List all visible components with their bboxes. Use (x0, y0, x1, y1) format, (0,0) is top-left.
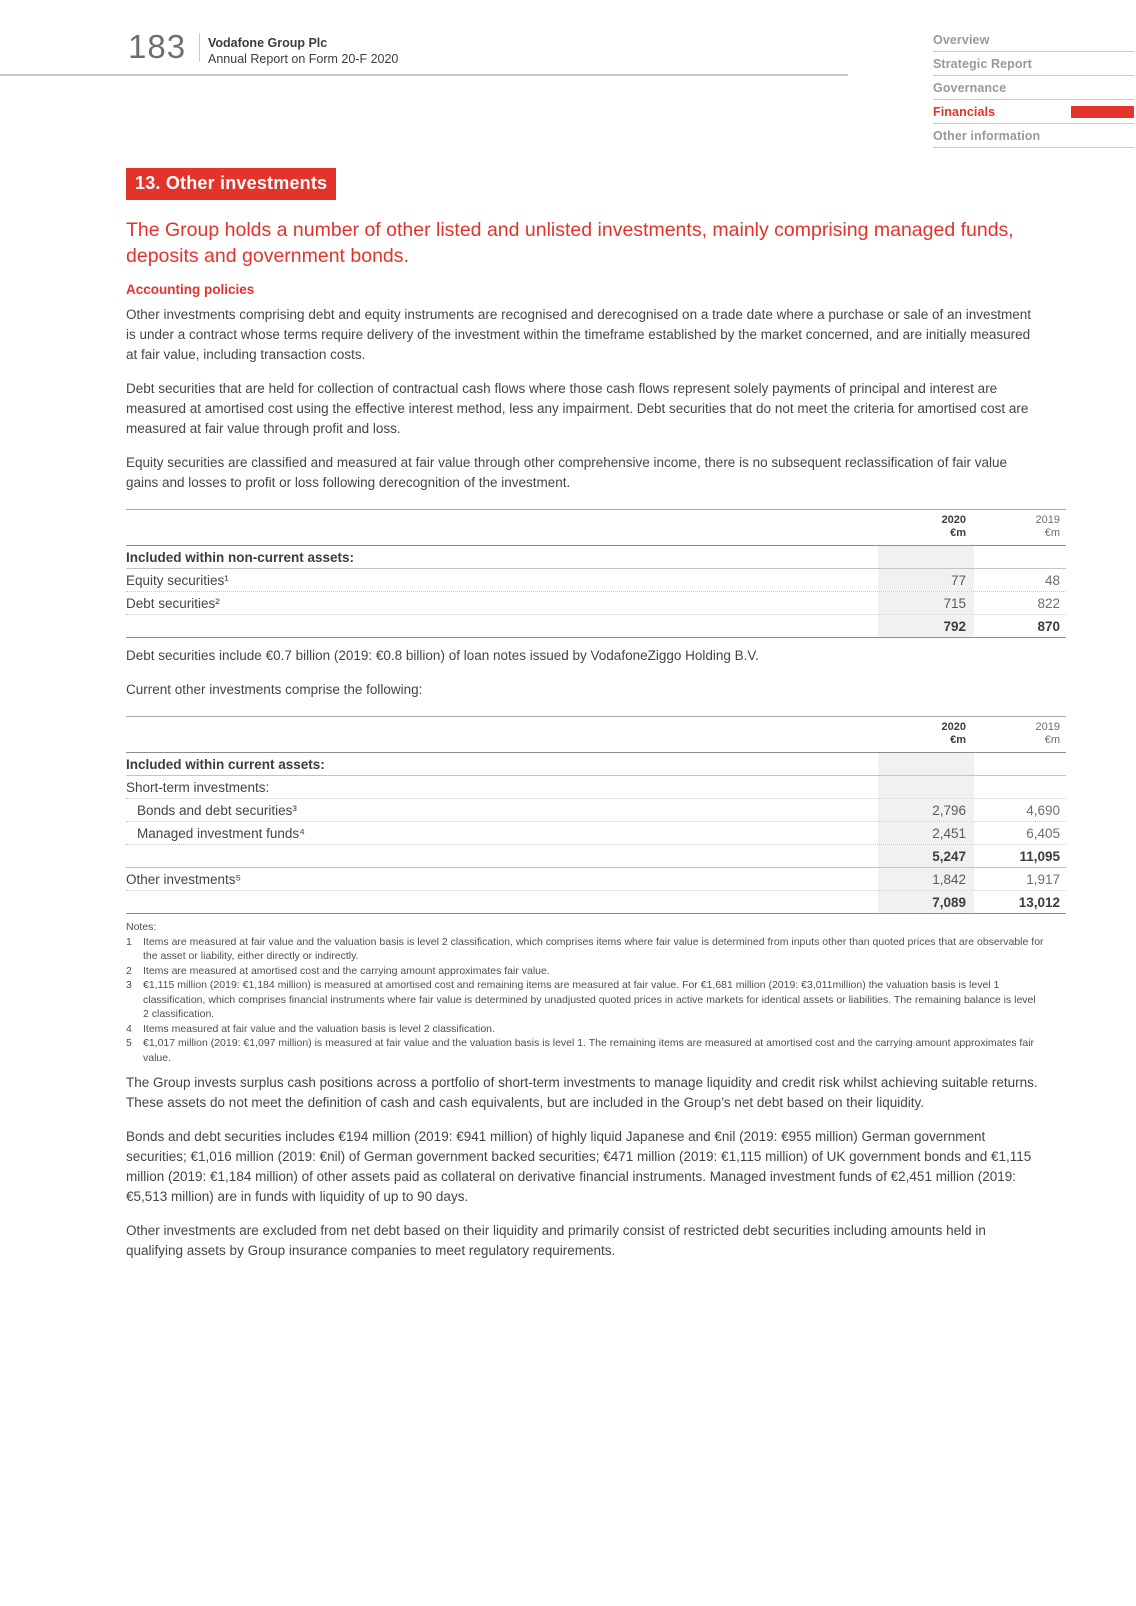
footnote: 1 Items are measured at fair value and the valuation basis is level 2 classification, which comprises items where fair value is determined from inputs other than quoted prices that are observable for the asset or liability, either directly or indirectly. (126, 935, 1044, 962)
report-title: Annual Report on Form 20-F 2020 (208, 52, 399, 66)
table-row: Short-term investments: (126, 776, 1066, 799)
closing-paragraph: Bonds and debt securities includes €194 million (2019: €941 million) of highly liquid Japanese and €nil (2019: €955 million) German government securities; €1,016 million (2019: €nil) of German government backed securities; €471 million (2019: €1,115 million) of UK government bonds and €1,115 million (2019: €1,184 million) of other assets paid as collateral on derivative financial instruments. Managed investment funds of €2,451 million (2019: €5,513 million) are in funds with liquidity of up to 90 days. (126, 1129, 1032, 1204)
table-row: Equity securities¹ 77 48 (126, 569, 1066, 592)
table-row: Debt securities² 715 822 (126, 592, 1066, 615)
table-row: Managed investment funds⁴ 2,451 6,405 (126, 822, 1066, 845)
nav-label: Other information (933, 128, 1041, 143)
table-total-row: 7,089 13,012 (126, 891, 1066, 914)
column-header-2019: 2019 €m (1035, 721, 1060, 746)
nav-item-overview[interactable] (933, 28, 1134, 52)
financials-active-bar (1071, 106, 1134, 118)
footnotes-title: Notes: (126, 921, 157, 933)
column-header-2020: 2020 €m (941, 514, 966, 539)
table-row: Included within current assets: (126, 753, 1066, 776)
nav-label: Financials (933, 104, 996, 119)
current-investments-lead: Current other investments comprise the following: (126, 682, 423, 697)
nav-item-financials[interactable] (933, 100, 1134, 124)
non-current-investments-table (126, 509, 1066, 638)
table-row: Other investments⁵ 1,842 1,917 (126, 868, 1066, 891)
footnote: 2 Items are measured at amortised cost and the carrying amount approximates fair value. (126, 964, 550, 977)
current-investments-table (126, 716, 1066, 914)
main-content (126, 168, 1066, 1261)
header-rule (0, 74, 848, 76)
page-number: 183 (128, 28, 187, 65)
report-identity (208, 35, 398, 67)
header-divider (199, 33, 200, 62)
nav-item-strategic-report[interactable] (933, 52, 1134, 76)
table-row: Bonds and debt securities³ 2,796 4,690 (126, 799, 1066, 822)
nav-label: Strategic Report (933, 56, 1032, 71)
nav-item-governance[interactable] (933, 76, 1134, 100)
table-header (126, 717, 1066, 753)
policy-paragraph: Other investments comprising debt and equity instruments are recognised and derecognised on a trade date where a purchase or sale of an investment is under a contract whose terms require delivery of the investment within the timeframe established by the market concerned, and are initially measured at fair value, including transaction costs. (126, 307, 1032, 362)
policy-paragraph: Debt securities that are held for collection of contractual cash flows where those cash flows represent solely payments of principal and interest are measured at amortised cost using the effective interest method, less any impairment. Debt securities that do not meet the criteria for amortised cost are measured at fair value through profit and loss. (126, 381, 1029, 436)
section-intro: The Group holds a number of other listed and unlisted investments, mainly comprising managed funds, deposits and government bonds. (126, 219, 1014, 267)
table-header (126, 510, 1066, 546)
column-header-2020: 2020 €m (941, 721, 966, 746)
company-name: Vodafone Group Plc (208, 36, 328, 50)
section-nav (933, 28, 1134, 148)
table-row: Included within non-current assets: (126, 546, 1066, 569)
closing-paragraph: Other investments are excluded from net debt based on their liquidity and primarily consist of restricted debt securities including amounts held in qualifying assets by Group insurance companies to meet regulatory requirements. (126, 1223, 986, 1258)
nav-label: Governance (933, 80, 1007, 95)
debt-securities-note: Debt securities include €0.7 billion (2019: €0.8 billion) of loan notes issued by VodafoneZiggo Holding B.V. (126, 648, 759, 663)
footnotes (126, 920, 1044, 1065)
footnote: 3 €1,115 million (2019: €1,184 million) is measured at amortised cost and remaining items are measured at fair value. For €1,681 million (2019: €3,011million) the valuation basis is level 1 classification, which comprises financial instruments where fair value is determined by unadjusted quoted prices in active markets for identical assets or liabilities. The remaining balance is level 2 classification. (126, 979, 1036, 1020)
table-total-row: 792 870 (126, 615, 1066, 638)
accounting-policies-heading: Accounting policies (126, 282, 255, 297)
section-banner: 13. Other investments (126, 168, 336, 200)
footnote: 4 Items measured at fair value and the valuation basis is level 2 classification. (126, 1022, 495, 1035)
table-subtotal-row: 5,247 11,095 (126, 845, 1066, 868)
closing-paragraph: The Group invests surplus cash positions across a portfolio of short-term investments to manage liquidity and credit risk whilst achieving suitable returns. These assets do not meet the definition of cash and cash equivalents, but are included in the Group’s net debt based on their liquidity. (126, 1075, 1038, 1110)
policy-paragraph: Equity securities are classified and measured at fair value through other comprehensive income, there is no subsequent reclassification of fair value gains and losses to profit or loss following derecognition of the investment. (126, 455, 1007, 490)
nav-label: Overview (933, 32, 990, 47)
column-header-2019: 2019 €m (1035, 514, 1060, 539)
footnote: 5 €1,017 million (2019: €1,097 million) is measured at fair value and the valuation basis is level 1. The remaining items are measured at amortised cost and the carrying amount approximates fair value. (126, 1037, 1035, 1064)
nav-item-other-information[interactable] (933, 124, 1134, 148)
